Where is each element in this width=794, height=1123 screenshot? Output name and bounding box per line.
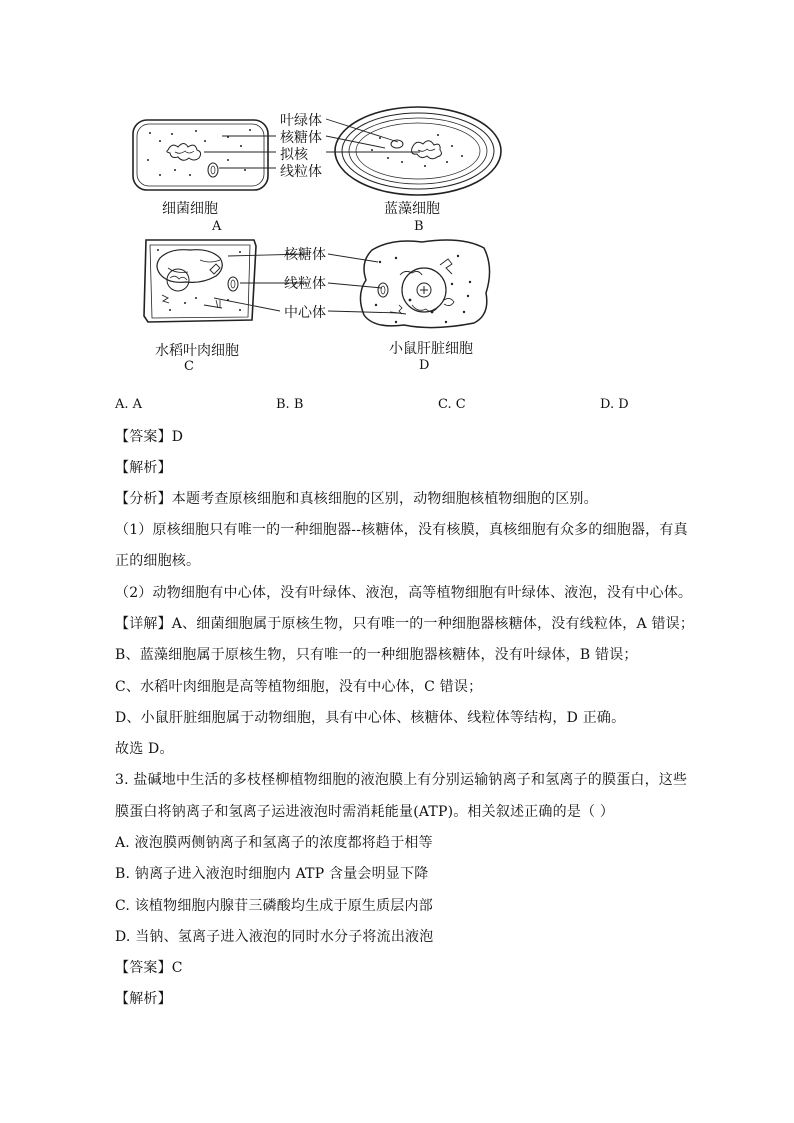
caption-cell-a-letter: A [212,219,222,234]
label-mitochondrion-top: 线粒体 [280,164,322,180]
animal-cell-drawing [360,240,489,328]
label-ribosome-bottom: 核糖体 [284,247,326,263]
q3-option-c: C. 该植物细胞内腺苷三磷酸均生成于原生质层内部 [115,898,433,914]
caption-cell-d-name: 小鼠肝脏细胞 [389,341,473,357]
q2-option-c: C. C [438,397,466,412]
q3-jiexi-heading: 【解析】 [115,991,172,1007]
q2-point1-line1: （1）原核细胞只有唯一的一种细胞器--核糖体，没有核膜，真核细胞有众多的细胞器，有真 [115,522,688,538]
q2-jiexi-heading: 【解析】 [115,460,172,476]
cyanobacterial-cell-drawing [335,107,501,195]
caption-cell-c-name: 水稻叶肉细胞 [155,343,239,359]
q2-option-a: A. A [115,397,143,412]
q2-option-b: B. B [276,397,304,412]
q3-option-d: D. 当钠、氢离子进入液泡的同时水分子将流出液泡 [115,929,434,945]
q3-option-a: A. 液泡膜两侧钠离子和氢离子的浓度都将趋于相等 [115,835,433,851]
q2-choose: 故选 D。 [115,741,174,757]
q2-detail-c: C、水稻叶肉细胞是高等植物细胞，没有中心体，C 错误； [115,679,483,695]
q2-option-d: D. D [600,397,629,412]
cell-figure [0,0,794,390]
q2-answer: 【答案】D [115,429,184,445]
q3-stem-line2: 膜蛋白将钠离子和氢离子运进液泡时需消耗能量(ATP)。相关叙述正确的是（ ） [115,804,615,820]
q3-stem-line1: 3. 盐碱地中生活的多枝柽柳植物细胞的液泡膜上有分别运输钠离子和氢离子的膜蛋白，这些 [115,772,688,788]
q2-detail-a: 【详解】A、细菌细胞属于原核生物，只有唯一的一种细胞器核糖体，没有线粒体，A 错误； [115,616,695,632]
q2-point2: （2）动物细胞有中心体，没有叶绿体、液泡，高等植物细胞有叶绿体、液泡，没有中心体。 [115,585,693,601]
caption-cell-c-letter: C [184,359,194,374]
caption-cell-b-name: 蓝藻细胞 [384,201,440,217]
q2-detail-d: D、小鼠肝脏细胞属于动物细胞，具有中心体、核糖体、线粒体等结构，D 正确。 [115,710,626,726]
q3-option-b: B. 钠离子进入液泡时细胞内 ATP 含量会明显下降 [115,866,429,882]
label-chloroplast: 叶绿体 [280,113,322,129]
caption-cell-a-name: 细菌细胞 [162,201,218,217]
label-nucleoid: 拟核 [280,147,308,163]
bacterial-cell-drawing [133,120,268,190]
caption-cell-d-letter: D [419,358,430,373]
label-ribosome-top: 核糖体 [280,130,322,146]
q2-analysis: 【分析】本题考查原核细胞和真核细胞的区别，动物细胞核植物细胞的区别。 [115,491,598,507]
cell-diagram-svg [0,0,794,390]
q2-detail-b: B、蓝藻细胞属于原核生物，只有唯一的一种细胞器核糖体，没有叶绿体，B 错误； [115,647,638,663]
caption-cell-b-letter: B [414,219,424,234]
q3-answer: 【答案】C [115,960,183,976]
label-mitochondrion-bottom: 线粒体 [284,276,326,292]
q2-point1-line2: 正的细胞核。 [115,553,201,569]
label-centrosome: 中心体 [284,305,326,321]
plant-cell-drawing [144,240,256,322]
